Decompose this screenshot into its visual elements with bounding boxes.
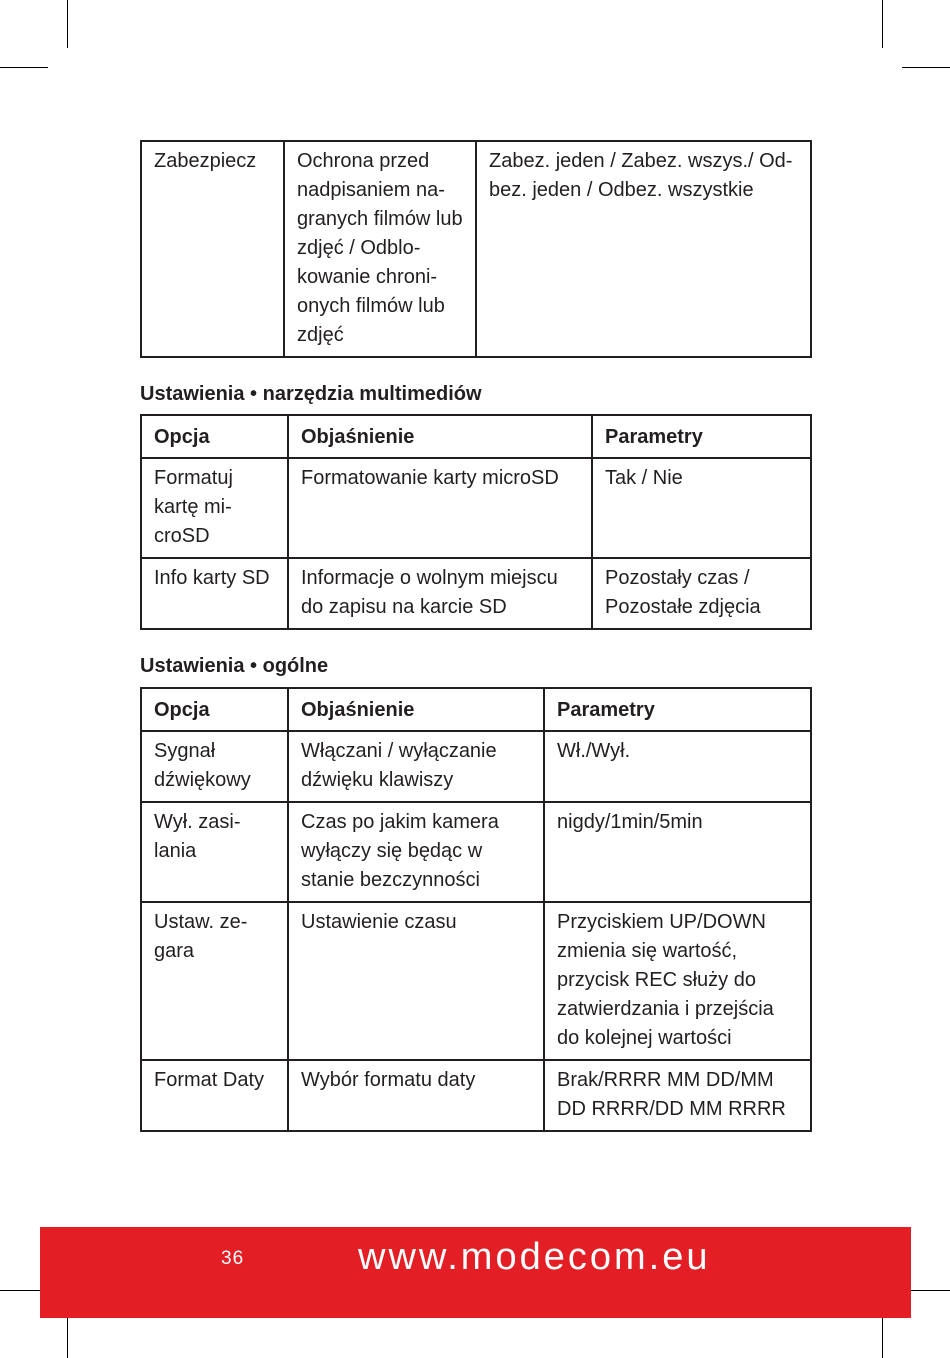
crop-mark	[902, 67, 950, 68]
params-cell: Tak / Nie	[592, 458, 811, 558]
params-cell: Brak/RRRR MM DD/MM DD RRRR/DD MM RRRR	[544, 1060, 811, 1131]
page-number: 36	[221, 1248, 245, 1269]
params-cell: Przyciskiem UP/DOWN zmienia się wartość, przycisk REC służy do zatwierdzania i przejścia do kolejnej wartości	[544, 902, 811, 1060]
table-row	[141, 458, 811, 558]
params-cell: nigdy/1min/5min	[544, 802, 811, 902]
table-row	[141, 802, 811, 902]
column-header: Parametry	[544, 688, 811, 731]
explanation-cell: Formatowanie karty microSD	[288, 458, 592, 558]
column-header: Objaśnienie	[288, 415, 592, 458]
table-header-row	[141, 688, 811, 731]
section-heading-general: Ustawienia • ogólne	[140, 655, 329, 677]
crop-mark	[0, 67, 48, 68]
params-cell: Zabez. jeden / Zabez. wszys./ Odbez. jeden / Odbez. wszystkie	[476, 141, 811, 357]
explanation-cell: Informacje o wolnym miejscu do zapisu na karcie SD	[288, 558, 592, 629]
protect-table	[140, 140, 812, 358]
option-cell: Info karty SD	[141, 558, 288, 629]
table-row	[141, 141, 811, 357]
footer-url: www.modecom.eu	[358, 1236, 711, 1278]
params-cell: Wł./Wył.	[544, 731, 811, 802]
column-header: Opcja	[141, 688, 288, 731]
crop-mark	[67, 0, 68, 48]
table-row	[141, 558, 811, 629]
explanation-cell: Wybór formatu daty	[288, 1060, 544, 1131]
option-cell: Wył. zasilania	[141, 802, 288, 902]
crop-mark	[882, 0, 883, 48]
option-cell: Sygnał dźwiękowy	[141, 731, 288, 802]
explanation-cell: Czas po jakim kamera wyłączy się będąc w stanie bezczynności	[288, 802, 544, 902]
option-cell: Ustaw. zegara	[141, 902, 288, 1060]
table-row	[141, 902, 811, 1060]
multimedia-table	[140, 414, 812, 630]
column-header: Opcja	[141, 415, 288, 458]
explanation-cell: Ustawienie czasu	[288, 902, 544, 1060]
params-cell: Pozostały czas / Pozostałe zdjęcia	[592, 558, 811, 629]
table-row	[141, 731, 811, 802]
explanation-cell: Ochrona przed nadpisaniem nagranych filmów lub zdjęć / Odblokowanie chronionych filmów lub zdjęć	[284, 141, 476, 357]
general-table	[140, 687, 812, 1132]
section-heading-multimedia: Ustawienia • narzędzia multimediów	[140, 383, 482, 405]
option-cell: Formatuj kartę microSD	[141, 458, 288, 558]
explanation-cell: Włączani / wyłączanie dźwięku klawiszy	[288, 731, 544, 802]
column-header: Objaśnienie	[288, 688, 544, 731]
option-cell: Format Daty	[141, 1060, 288, 1131]
column-header: Parametry	[592, 415, 811, 458]
option-cell: Zabezpiecz	[141, 141, 284, 357]
table-header-row	[141, 415, 811, 458]
table-row	[141, 1060, 811, 1131]
